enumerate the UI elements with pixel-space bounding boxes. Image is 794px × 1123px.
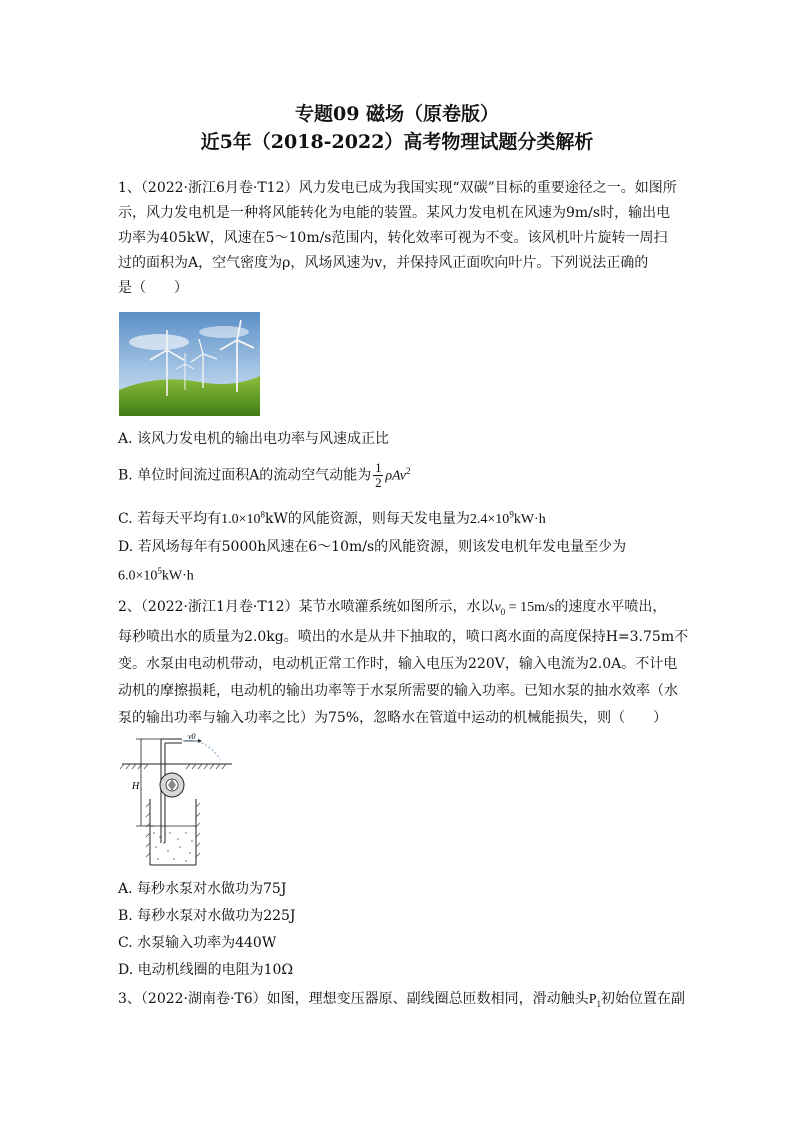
q1-line: 过的面积为A，空气密度为ρ，风场风速为v，并保持风正面吹向叶片。下列说法正确的 — [118, 255, 649, 271]
q2-line1 — [118, 596, 666, 617]
q1-option-b-exp: 2 — [406, 465, 411, 476]
q2-line1-post: 的速度水平喷出， — [554, 599, 667, 615]
q1-option-b-text: B. 单位时间流过面积A的流动空气动能为 — [118, 467, 372, 484]
q1-option-b-expr: ρAv — [385, 468, 407, 484]
fraction-half — [373, 461, 383, 490]
q1-option-d-line2 — [118, 566, 194, 585]
v0-value: = 15m/s — [505, 600, 555, 615]
q1-line: 1、（2022·浙江6月卷·T12）风力发电已成为我国实现“双碳”目标的重要途径之一。如图所 — [118, 180, 677, 196]
q2-option-d: D. 电动机线圈的电阻为10Ω — [118, 962, 294, 978]
q2-line1-pre: 2、（2022·浙江1月卷·T12）某节水喷灌系统如图所示，水以 — [118, 599, 495, 615]
q3-line1-post: 初始位置在副 — [600, 991, 685, 1007]
q1-option-b — [118, 461, 411, 490]
water-pump-diagram — [120, 733, 235, 868]
q2-line: 变。水泵由电动机带动，电动机正常工作时，输入电压为220V，输入电流为2.0A。不计电 — [118, 656, 678, 672]
page-title-line1: 专题09 磁场（原卷版） — [294, 103, 500, 125]
q2-option-c: C. 水泵输入功率为440W — [118, 935, 277, 951]
q1-option-c-unit: kW·h — [513, 512, 546, 527]
q1-option-c — [118, 508, 546, 528]
q1-option-d-val: 6.0×10 — [118, 568, 158, 584]
q1-option-c-exp1: 8 — [260, 509, 266, 520]
v0-symbol: v — [494, 600, 501, 615]
p1-symbol: P — [588, 992, 597, 1007]
q1-option-d-line1: D. 若风场每年有5000h风速在6～10m/s的风能资源，则该发电机年发电量至少为 — [118, 539, 627, 555]
q1-option-d-unit: kW·h — [161, 568, 194, 584]
fraction-denominator: 2 — [375, 475, 382, 490]
v0-subscript: 0 — [500, 606, 506, 617]
q2-option-a: A. 每秒水泵对水做功为75J — [118, 881, 287, 897]
q3-line1-pre: 3、（2022·湖南卷·T6）如图，理想变压器原、副线圈总匝数相同，滑动触头 — [118, 991, 589, 1007]
q3-line1 — [118, 988, 685, 1009]
wind-turbine-photo — [119, 312, 260, 416]
p1-subscript: 1 — [596, 998, 601, 1009]
q2-line: 每秒喷出水的质量为2.0kg。喷出的水是从井下抽取的，喷口离水面的高度保持H=3.75m不 — [118, 629, 689, 645]
q1-line: 是（ ） — [118, 280, 188, 296]
fraction-numerator: 1 — [375, 460, 382, 475]
q1-line: 示，风力发电机是一种将风能转化为电能的装置。某风力发电机在风速为9m/s时，输出电 — [118, 205, 671, 221]
q1-option-c-pre: C. 若每天平均有 — [118, 511, 222, 527]
page-title-line2: 近5年（2018-2022）高考物理试题分类解析 — [200, 131, 594, 153]
height-label: H — [132, 781, 140, 792]
q1-option-a: A. 该风力发电机的输出电功率与风速成正比 — [118, 431, 390, 447]
q1-option-c-exp2: 9 — [509, 509, 514, 520]
q2-line: 泵的输出功率与输入功率之比）为75%，忽略水在管道中运动的机械能损失，则（ ） — [118, 710, 668, 726]
q2-option-b: B. 每秒水泵对水做功为225J — [118, 908, 296, 924]
q1-option-c-mid: kW的风能资源，则每天发电量为 — [265, 511, 470, 527]
q1-option-c-val2: 2.4×10 — [469, 512, 510, 527]
q1-option-d-exp: 5 — [157, 566, 162, 576]
velocity-label: v0 — [188, 733, 196, 741]
q2-line: 动机的摩擦损耗，电动机的输出功率等于水泵所需要的输入功率。已知水泵的抽水效率（水 — [118, 683, 678, 699]
q1-option-c-val1: 1.0×10 — [221, 512, 261, 527]
q1-line: 功率为405kW，风速在5～10m/s范围内，转化效率可视为不变。该风机叶片旋转一周扫 — [118, 230, 668, 246]
